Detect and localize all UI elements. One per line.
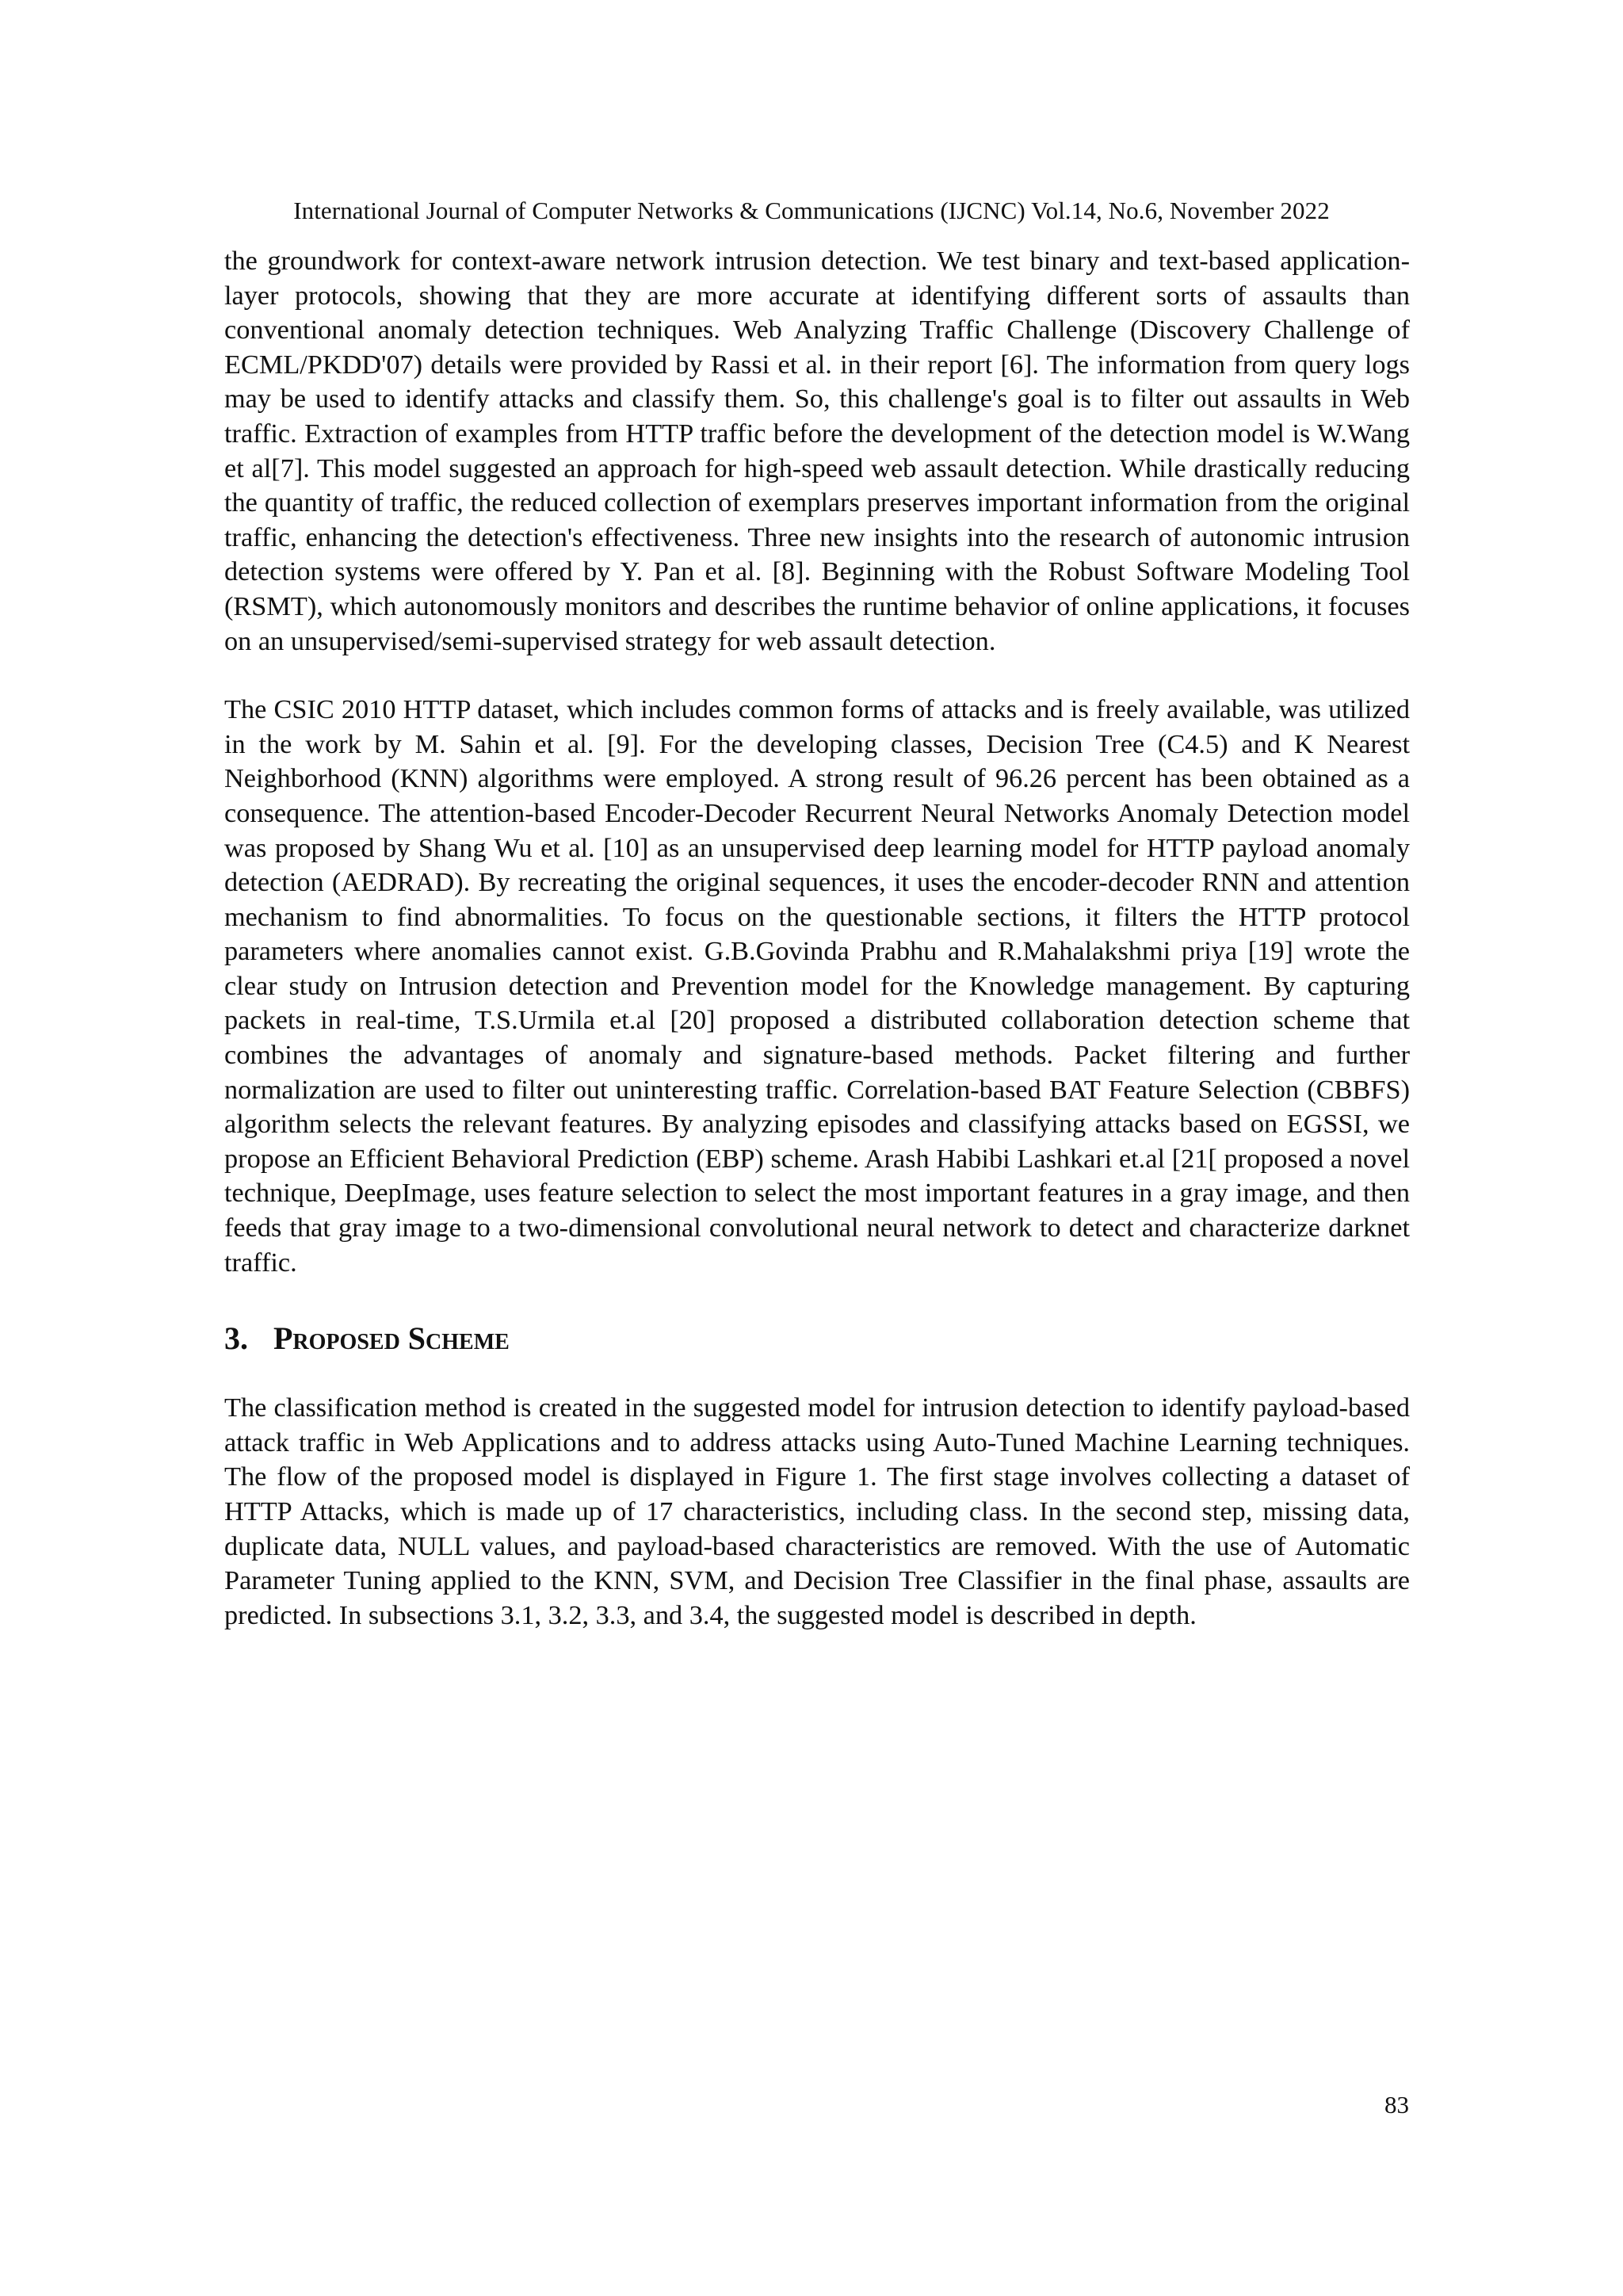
running-header: International Journal of Computer Networks & Communications (IJCNC) Vol.14, No.6, November 2022: [293, 197, 1330, 224]
section-title: Proposed Scheme: [273, 1320, 510, 1357]
body-paragraph-2: The CSIC 2010 HTTP dataset, which includes common forms of attacks and is freely available, was utilized in the work by M. Sahin et al. [9]. For the developing classes, Decision Tree (C4.5) and K Nearest Neighborhood (KNN) algorithms were employed. A strong result of 96.26 percent has been obtained as a consequence. The attention-based Encoder-Decoder Recurrent Neural Networks Anomaly Detection model was proposed by Shang Wu et al. [10] as an unsupervised deep learning model for HTTP payload anomaly detection (AEDRAD). By recreating the original sequences, it uses the encoder-decoder RNN and attention mechanism to find abnormalities. To focus on the questionable sections, it filters the HTTP protocol parameters where anomalies cannot exist. G.B.Govinda Prabhu and R.Mahalakshmi priya [19] wrote the clear study on Intrusion detection and Prevention model for the Knowledge management. By capturing packets in real-time, T.S.Urmila et.al [20] proposed a distributed collaboration detection scheme that combines the advantages of anomaly and signature-based methods. Packet filtering and further normalization are used to filter out uninteresting traffic. Correlation-based BAT Feature Selection (CBBFS) algorithm selects the relevant features. By analyzing episodes and classifying attacks based on EGSSI, we propose an Efficient Behavioral Prediction (EBP) scheme. Arash Habibi Lashkari et.al [21[ proposed a novel technique, DeepImage, uses feature selection to select the most important features in a gray image, and then feeds that gray image to a two-dimensional convolutional neural network to detect and characterize darknet traffic.: [224, 694, 1410, 1278]
body-paragraph-1: the groundwork for context-aware network intrusion detection. We test binary and text-based application-layer protocols, showing that they are more accurate at identifying different sorts of assaults than conventional anomaly detection techniques. Web Analyzing Traffic Challenge (Discovery Challenge of ECML/PKDD'07) details were provided by Rassi et al. in their report [6]. The information from query logs may be used to identify attacks and classify them. So, this challenge's goal is to filter out assaults in Web traffic. Extraction of examples from HTTP traffic before the development of the detection model is W.Wang et al[7]. This model suggested an approach for high-speed web assault detection. While drastically reducing the quantity of traffic, the reduced collection of exemplars preserves important information from the original traffic, enhancing the detection's effectiveness. Three new insights into the research of autonomic intrusion detection systems were offered by Y. Pan et al. [8]. Beginning with the Robust Software Modeling Tool (RSMT), which autonomously monitors and describes the runtime behavior of online applications, it focuses on an unsupervised/semi-supervised strategy for web assault detection.: [224, 246, 1410, 656]
section-number: 3.: [224, 1320, 248, 1357]
section-heading: [224, 1320, 1410, 1358]
page-number: 83: [1384, 2091, 1409, 2118]
page-body: [224, 244, 1410, 1633]
section-paragraph: The classification method is created in the suggested model for intrusion detection to identify payload-based attack traffic in Web Applications and to address attacks using Auto-Tuned Machine Learning techniques. The flow of the proposed model is displayed in Figure 1. The first stage involves collecting a dataset of HTTP Attacks, which is made up of 17 characteristics, including class. In the second step, missing data, duplicate data, NULL values, and payload-based characteristics are removed. With the use of Automatic Parameter Tuning applied to the KNN, SVM, and Decision Tree Classifier in the final phase, assaults are predicted. In subsections 3.1, 3.2, 3.3, and 3.4, the suggested model is described in depth.: [224, 1392, 1410, 1630]
